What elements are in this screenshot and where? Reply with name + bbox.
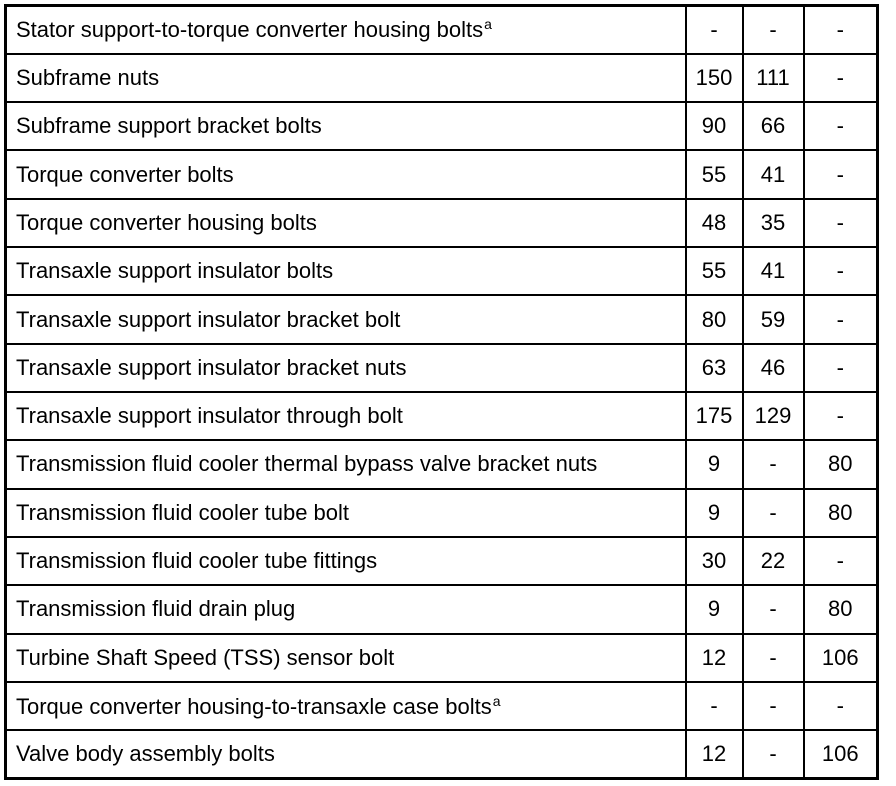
table-row bbox=[6, 730, 878, 778]
description-text: Transmission fluid cooler tube bolt bbox=[16, 499, 350, 525]
component-description bbox=[6, 634, 686, 682]
description-text: Transmission fluid cooler thermal bypass valve bracket nuts bbox=[16, 451, 598, 477]
description-text: Transmission fluid cooler tube fittings bbox=[16, 548, 378, 574]
table-row bbox=[6, 682, 878, 730]
torque-nm-value: 90 bbox=[686, 102, 743, 150]
description-text: Stator support-to-torque converter housing bolts bbox=[16, 17, 484, 43]
torque-lbin-value: - bbox=[804, 537, 878, 585]
table-row bbox=[6, 585, 878, 633]
torque-lbft-value: - bbox=[743, 682, 804, 730]
component-description bbox=[6, 295, 686, 343]
torque-lbft-value: 66 bbox=[743, 102, 804, 150]
torque-lbft-value: - bbox=[743, 440, 804, 488]
component-description bbox=[6, 247, 686, 295]
torque-nm-value: 175 bbox=[686, 392, 743, 440]
component-description bbox=[6, 730, 686, 778]
torque-nm-value: 55 bbox=[686, 247, 743, 295]
torque-lbin-value: - bbox=[804, 295, 878, 343]
table-row bbox=[6, 54, 878, 102]
table-row bbox=[6, 440, 878, 488]
torque-spec-table bbox=[4, 4, 879, 780]
torque-lbft-value: 22 bbox=[743, 537, 804, 585]
table-row bbox=[6, 199, 878, 247]
table-row bbox=[6, 6, 878, 54]
torque-lbft-value: 129 bbox=[743, 392, 804, 440]
torque-lbin-value: - bbox=[804, 247, 878, 295]
component-description bbox=[6, 199, 686, 247]
table-row bbox=[6, 344, 878, 392]
table-row bbox=[6, 392, 878, 440]
torque-lbin-value: - bbox=[804, 6, 878, 54]
torque-lbft-value: - bbox=[743, 6, 804, 54]
torque-nm-value: 80 bbox=[686, 295, 743, 343]
torque-lbft-value: 59 bbox=[743, 295, 804, 343]
component-description bbox=[6, 6, 686, 54]
torque-lbin-value: - bbox=[804, 102, 878, 150]
description-text: Torque converter housing-to-transaxle case bolts bbox=[16, 693, 492, 719]
description-text: Transaxle support insulator through bolt bbox=[16, 403, 403, 429]
torque-lbin-value: - bbox=[804, 150, 878, 198]
description-text: Transaxle support insulator bolts bbox=[16, 258, 334, 284]
torque-nm-value: 9 bbox=[686, 489, 743, 537]
description-text: Torque converter bolts bbox=[16, 161, 234, 187]
torque-lbft-value: - bbox=[743, 585, 804, 633]
component-description bbox=[6, 585, 686, 633]
table-row bbox=[6, 150, 878, 198]
torque-lbin-value: - bbox=[804, 682, 878, 730]
description-text: Transaxle support insulator bracket nuts bbox=[16, 354, 407, 380]
torque-lbft-value: 41 bbox=[743, 150, 804, 198]
torque-lbin-value: - bbox=[804, 54, 878, 102]
torque-lbin-value: - bbox=[804, 199, 878, 247]
component-description bbox=[6, 392, 686, 440]
torque-nm-value: 150 bbox=[686, 54, 743, 102]
torque-lbft-value: 46 bbox=[743, 344, 804, 392]
table-row bbox=[6, 295, 878, 343]
torque-lbft-value: 35 bbox=[743, 199, 804, 247]
description-text: Subframe support bracket bolts bbox=[16, 113, 322, 139]
torque-lbin-value: 80 bbox=[804, 489, 878, 537]
component-description bbox=[6, 150, 686, 198]
torque-lbft-value: - bbox=[743, 634, 804, 682]
table-row bbox=[6, 489, 878, 537]
torque-lbft-value: - bbox=[743, 489, 804, 537]
torque-nm-value: - bbox=[686, 682, 743, 730]
table-row bbox=[6, 102, 878, 150]
torque-lbin-value: 80 bbox=[804, 585, 878, 633]
description-text: Torque converter housing bolts bbox=[16, 209, 317, 235]
torque-nm-value: - bbox=[686, 6, 743, 54]
description-text: Transmission fluid drain plug bbox=[16, 596, 296, 622]
torque-spec-body bbox=[6, 6, 878, 779]
component-description bbox=[6, 537, 686, 585]
torque-lbin-value: - bbox=[804, 344, 878, 392]
table-row bbox=[6, 247, 878, 295]
torque-nm-value: 30 bbox=[686, 537, 743, 585]
torque-nm-value: 48 bbox=[686, 199, 743, 247]
torque-lbin-value: 106 bbox=[804, 634, 878, 682]
component-description bbox=[6, 102, 686, 150]
torque-nm-value: 9 bbox=[686, 585, 743, 633]
component-description bbox=[6, 682, 686, 730]
description-text: Valve body assembly bolts bbox=[16, 741, 275, 767]
torque-lbft-value: 41 bbox=[743, 247, 804, 295]
torque-nm-value: 12 bbox=[686, 634, 743, 682]
torque-lbin-value: 80 bbox=[804, 440, 878, 488]
component-description bbox=[6, 440, 686, 488]
torque-nm-value: 55 bbox=[686, 150, 743, 198]
torque-nm-value: 63 bbox=[686, 344, 743, 392]
description-text: Transaxle support insulator bracket bolt bbox=[16, 306, 401, 332]
torque-nm-value: 9 bbox=[686, 440, 743, 488]
description-text: Turbine Shaft Speed (TSS) sensor bolt bbox=[16, 644, 395, 670]
torque-lbin-value: 106 bbox=[804, 730, 878, 778]
torque-lbft-value: - bbox=[743, 730, 804, 778]
torque-nm-value: 12 bbox=[686, 730, 743, 778]
description-text: Subframe nuts bbox=[16, 64, 160, 90]
torque-lbft-value: 111 bbox=[743, 54, 804, 102]
footnote-marker: a bbox=[492, 692, 501, 709]
table-row bbox=[6, 634, 878, 682]
torque-lbin-value: - bbox=[804, 392, 878, 440]
table-row bbox=[6, 537, 878, 585]
component-description bbox=[6, 489, 686, 537]
component-description bbox=[6, 344, 686, 392]
footnote-marker: a bbox=[484, 16, 492, 33]
component-description bbox=[6, 54, 686, 102]
